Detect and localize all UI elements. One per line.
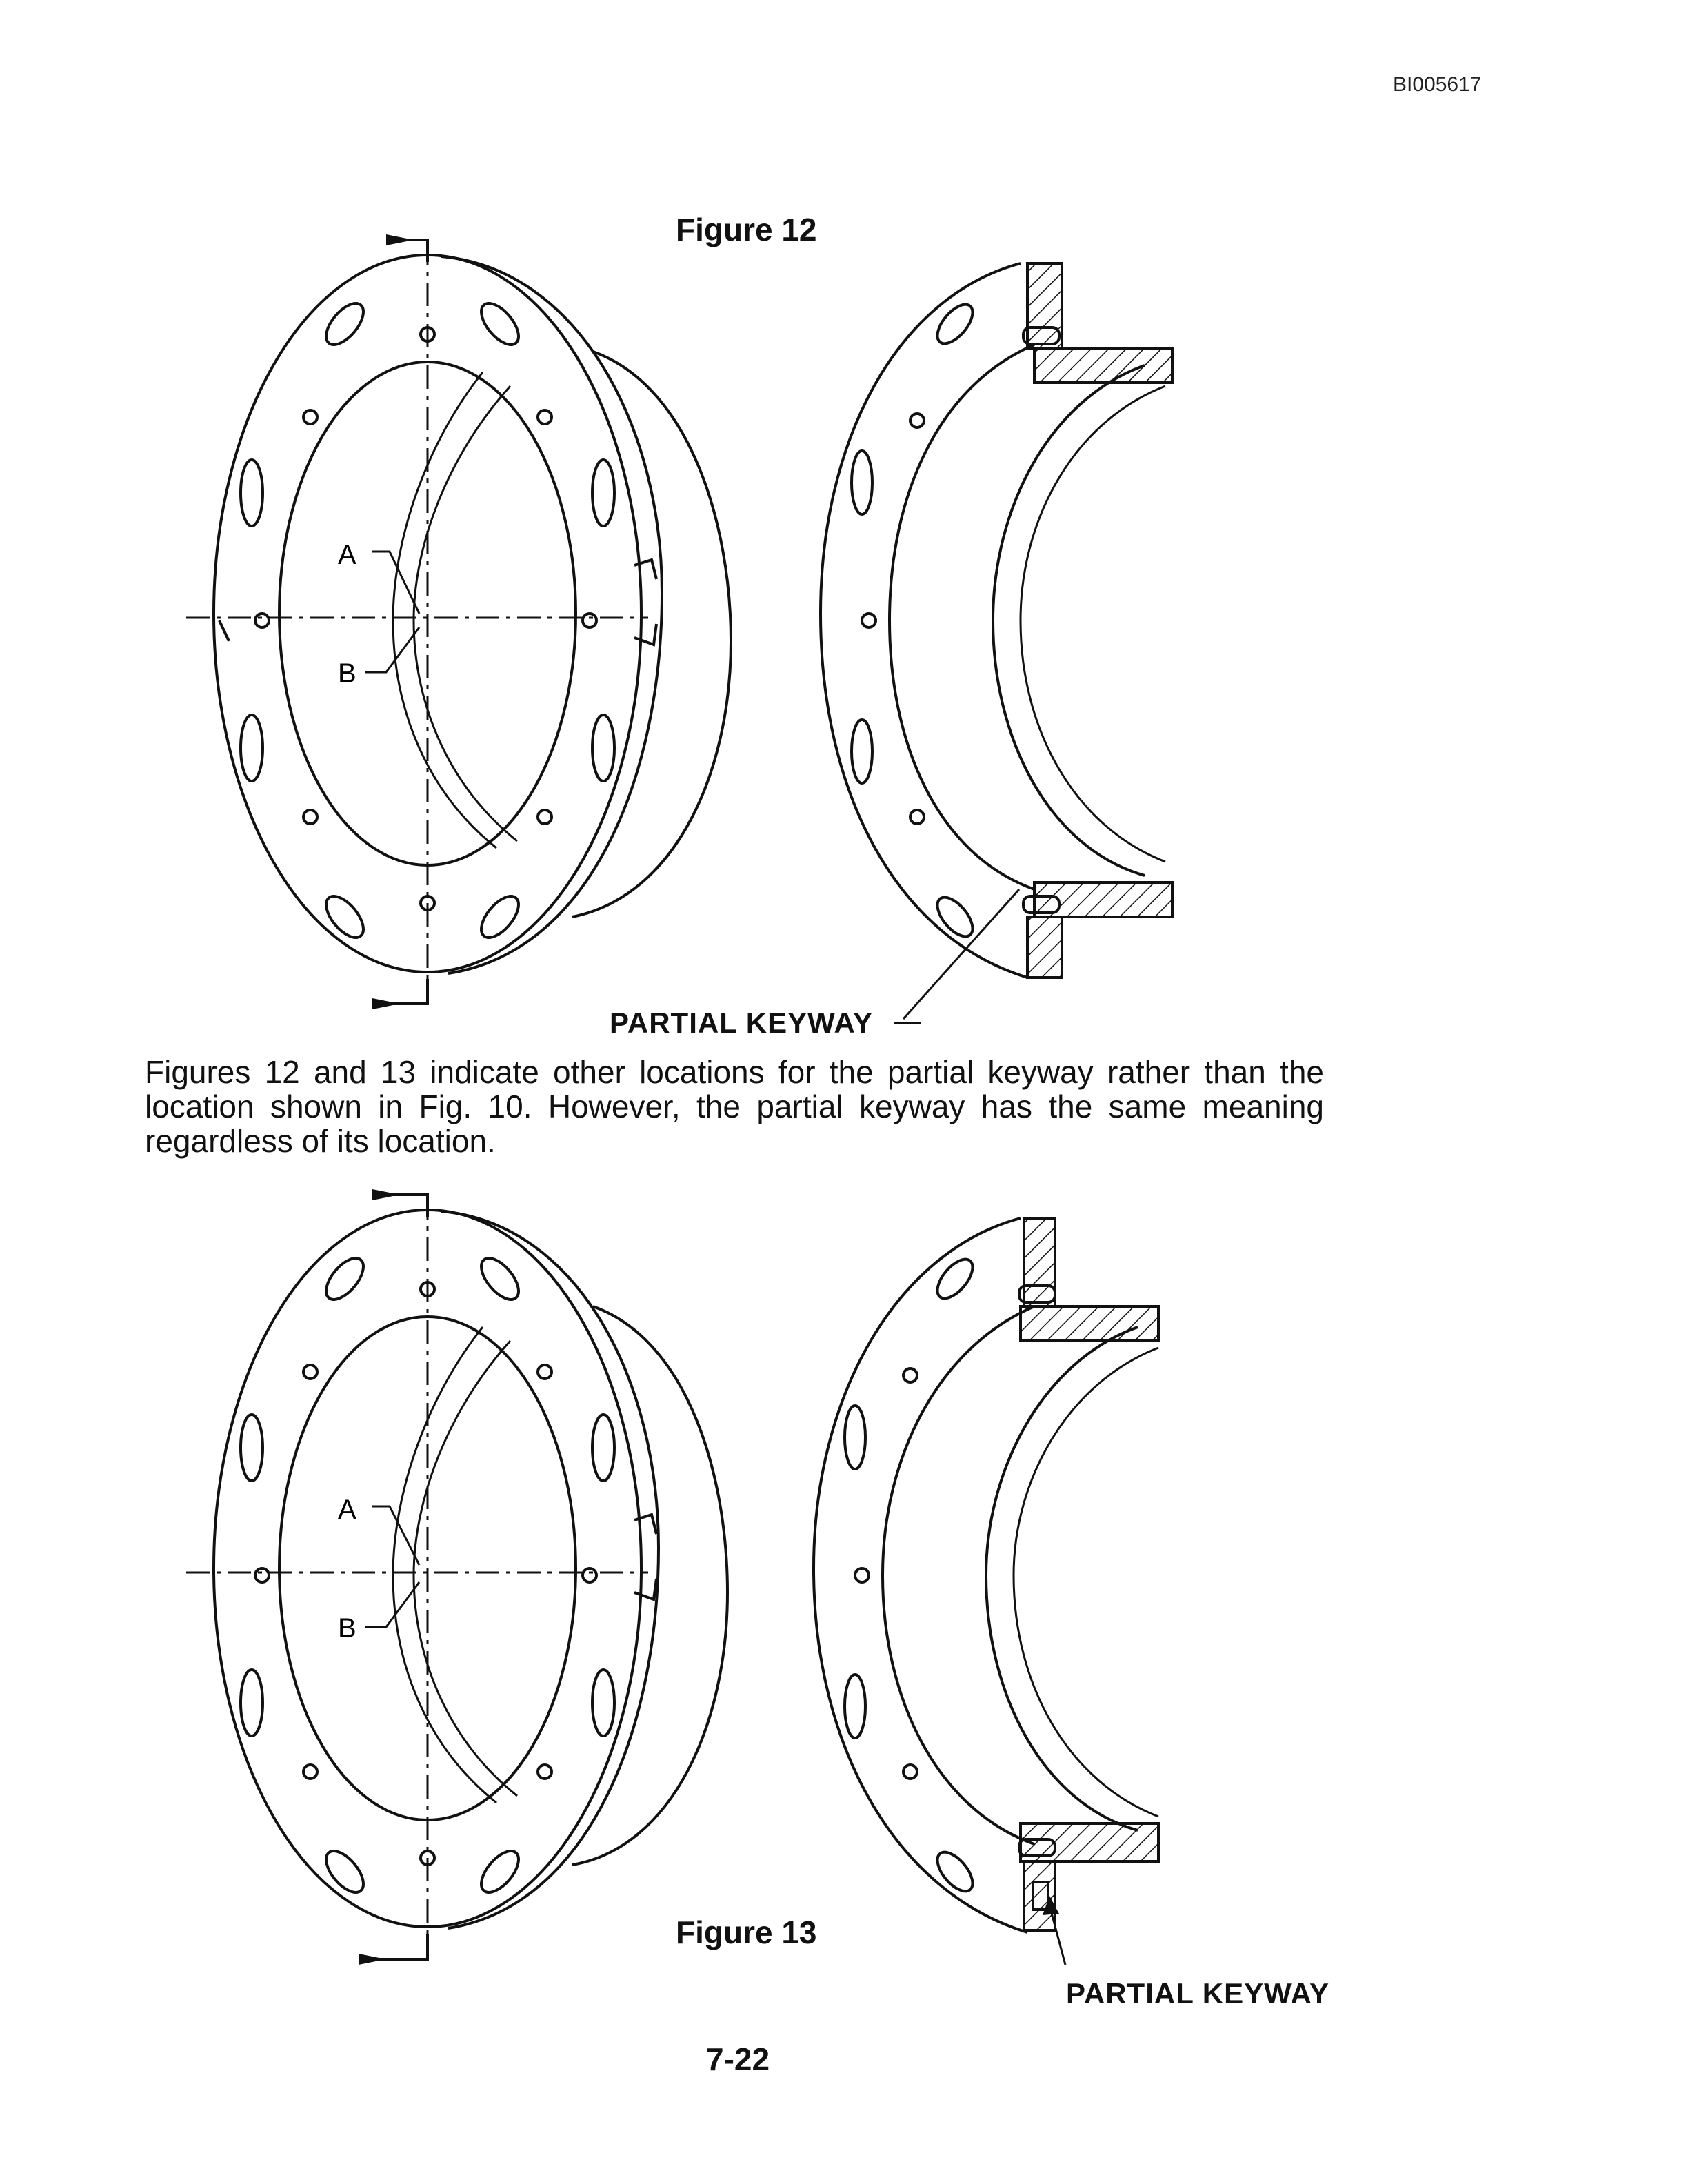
fig13-flange-section bbox=[814, 1218, 1158, 1965]
fig13-label-b: B bbox=[338, 1613, 356, 1644]
fig12-label-b: B bbox=[338, 658, 356, 689]
figure-13-keyway-callout: PARTIAL KEYWAY bbox=[1066, 1977, 1329, 2010]
page-number: 7-22 bbox=[706, 2041, 770, 2077]
fig13-label-a: A bbox=[338, 1495, 356, 1525]
body-paragraph: Figures 12 and 13 indicate other locations for the partial keyway rather than the location shown in Fig. 10. However, the partial keyway has the same meaning regardless of its location. bbox=[145, 1054, 1324, 1159]
figure-13-title: Figure 13 bbox=[676, 1914, 817, 1950]
figure-12-keyway-callout: PARTIAL KEYWAY bbox=[610, 1007, 873, 1039]
fig12-flange-front bbox=[186, 234, 731, 1009]
fig13-flange-front bbox=[186, 1189, 727, 1965]
fig12-flange-section bbox=[821, 263, 1172, 1023]
document-id: BI005617 bbox=[1393, 73, 1482, 96]
figure-12-title: Figure 12 bbox=[676, 212, 817, 247]
fig12-label-a: A bbox=[338, 540, 356, 570]
